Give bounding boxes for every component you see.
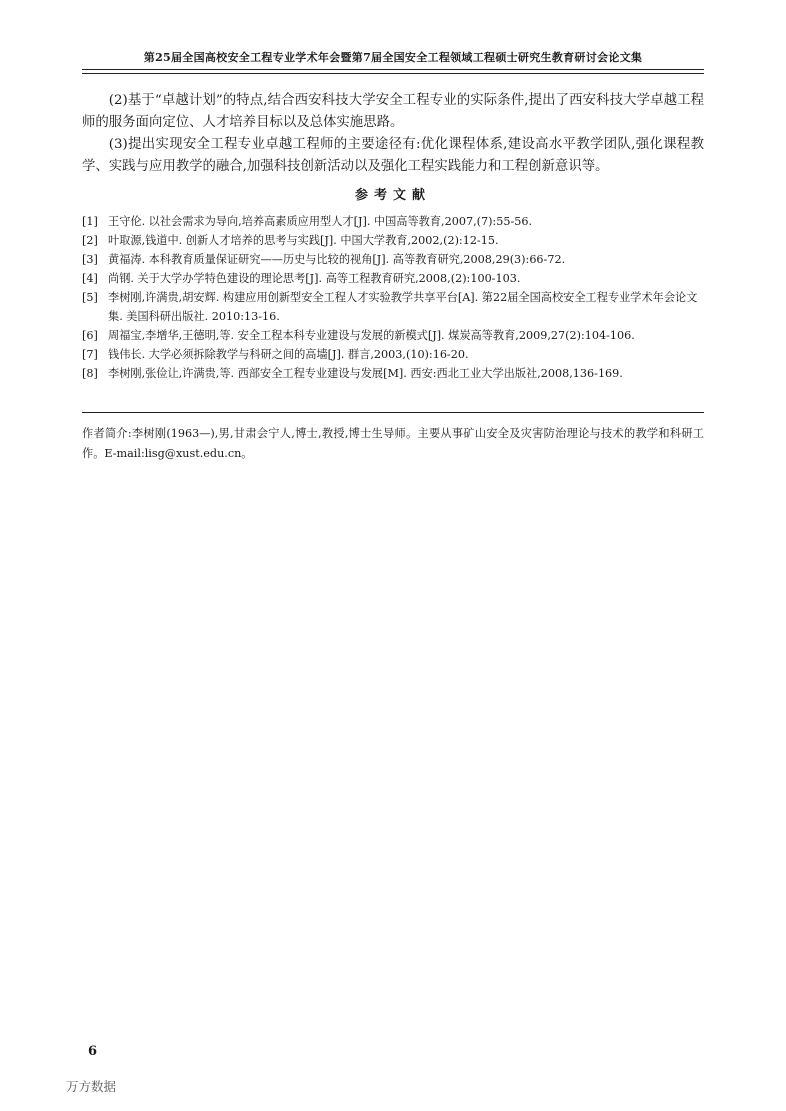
reference-item — [82, 250, 704, 269]
reference-number: [3] — [82, 253, 98, 266]
reference-number: [6] — [82, 329, 98, 342]
reference-text: 周福宝,李增华,王德明,等. 安全工程本科专业建设与发展的新模式[J]. 煤炭高等教育,2009,27(2):104-106. — [108, 329, 635, 342]
page-number: 6 — [88, 1044, 98, 1059]
watermark: 万方数据 — [66, 1079, 117, 1094]
reference-text: 王守伦. 以社会需求为导向,培养高素质应用型人才[J]. 中国高等教育,2007,(7):55-56. — [108, 215, 533, 228]
conclusion-paragraph-3: (3)提出实现安全工程专业卓越工程师的主要途径有:优化课程体系,建设高水平教学团队,强化课程教学、实践与应用教学的融合,加强科技创新活动以及强化工程实践能力和工程创新意识等。 — [82, 137, 704, 174]
reference-text: 尚钢. 关于大学办学特色建设的理论思考[J]. 高等工程教育研究,2008,(2):100-103. — [108, 272, 521, 285]
reference-number: [7] — [82, 348, 98, 361]
reference-item — [82, 326, 704, 345]
reference-text: 叶取源,钱道中. 创新人才培养的思考与实践[J]. 中国大学教育,2002,(2):12-15. — [108, 234, 499, 247]
conclusion-paragraph-2: (2)基于“卓越计划”的特点,结合西安科技大学安全工程专业的实际条件,提出了西安科技大学卓越工程师的服务面向定位、人才培养目标以及总体实施思路。 — [82, 93, 704, 130]
reference-list — [82, 212, 704, 383]
running-header: 第25届全国高校安全工程专业学术年会暨第7届全国安全工程领域工程硕士研究生教育研讨会论文集 — [143, 51, 643, 64]
reference-item — [82, 212, 704, 231]
footnote-divider — [82, 412, 704, 413]
references-title: 参考文献 — [354, 188, 431, 203]
reference-text: 李树刚,张俭让,许满贵,等. 西部安全工程专业建设与发展[M]. 西安:西北工业大学出版社,2008,136-169. — [108, 367, 623, 380]
header-rule-thick — [82, 69, 704, 70]
reference-item — [82, 288, 704, 326]
reference-item — [82, 269, 704, 288]
header-rule-thin — [82, 73, 704, 74]
author-bio: 作者简介:李树刚(1963—),男,甘肃会宁人,博士,教授,博士生导师。主要从事矿山安全及灾害防治理论与技术的教学和科研工作。E-mail:lisg@xust.edu.cn。 — [82, 427, 704, 460]
reference-item — [82, 364, 704, 383]
reference-text: 钱伟长. 大学必须拆除教学与科研之间的高墙[J]. 群言,2003,(10):16-20. — [108, 348, 469, 361]
reference-text: 李树刚,许满贵,胡安辉. 构建应用创新型安全工程人才实验教学共享平台[A]. 第22届全国高校安全工程专业学术年会论文集. 美国科研出版社. 2010:13-16. — [108, 291, 698, 323]
reference-text: 黄福涛. 本科教育质量保证研究——历史与比较的视角[J]. 高等教育研究,2008,29(3):66-72. — [108, 253, 566, 266]
reference-number: [8] — [82, 367, 98, 380]
reference-number: [2] — [82, 234, 98, 247]
reference-number: [1] — [82, 215, 98, 228]
reference-number: [4] — [82, 272, 98, 285]
reference-number: [5] — [82, 291, 98, 304]
reference-item — [82, 231, 704, 250]
reference-item — [82, 345, 704, 364]
